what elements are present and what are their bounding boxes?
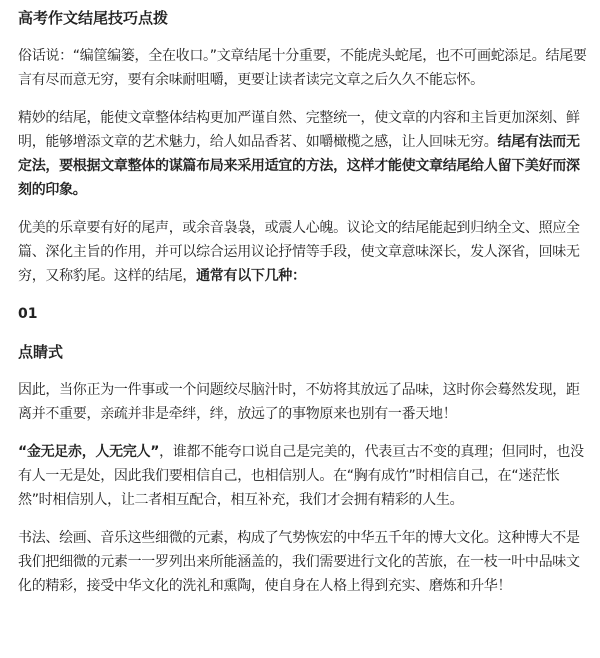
example-paragraph-perfection [18, 440, 588, 512]
example-paragraph-distance: 因此，当你正为一件事或一个问题绞尽脑汁时，不妨将其放远了品味，这时你会蓦然发现，距离并不重要，亲疏并非是牵绊，绊，放远了的事物原来也别有一番天地！ [18, 382, 580, 422]
paragraph-text: 优美的乐章要有好的尾声，或余音袅袅，或震人心魄。议论文的结尾能起到归纳全文、照应全篇、深化主旨的作用，并可以综合运用议论抒情等手段，使文章意味深长，发人深省，回味无穷，又称豹尾。这样的结尾， [18, 220, 580, 284]
paragraph-emphasis: 通常有以下几种： [196, 268, 306, 284]
paragraph-ending-types [18, 216, 588, 288]
paragraph-text: ，谁都不能夸口说自己是完美的，代表亘古不变的真理；但同时，也没有人一无是处，因此我们要相信自己，也相信别人。在“胸有成竹”时相信自己，在“迷茫怅然”时相信别人，让二者相互配合，相互补充，我们才会拥有精彩的人生。 [18, 444, 584, 508]
paragraph-text: 精妙的结尾，能使文章整体结构更加严谨自然、完整统一，使文章的内容和主旨更加深刻、鲜明，能够增添文章的艺术魅力，给人如品香茗、如嚼橄榄之感，让人回味无穷。 [18, 110, 580, 150]
example-paragraph-culture: 书法、绘画、音乐这些细微的元素，构成了气势恢宏的中华五千年的博大文化。这种博大不是我们把细微的元素一一罗列出来所能涵盖的，我们需要进行文化的苦旅，在一枝一叶中品味文化的精彩，接受中华文化的洗礼和熏陶，使自身在人格上得到充实、磨炼和升华！ [18, 530, 580, 594]
article [18, 6, 588, 612]
section-title: 点睛式 [18, 343, 64, 361]
article-title: 高考作文结尾技巧点拨 [18, 9, 169, 27]
paragraph-emphasis: 结尾有法而无定法，要根据文章整体的谋篇布局来采用适宜的方法，这样才能使文章结尾给人留下美好而深刻的印象。 [18, 134, 580, 198]
quote-emphasis: “金无足赤，人无完人” [18, 444, 160, 460]
paragraph-intro: 俗话说：“编筐编篓，全在收口。”文章结尾十分重要，不能虎头蛇尾，也不可画蛇添足。结尾要言有尽而意无穷，要有余味耐咀嚼，更要让读者读完文章之后久久不能忘怀。 [18, 48, 587, 88]
paragraph-ending-value [18, 106, 588, 202]
section-number: 01 [18, 306, 38, 322]
